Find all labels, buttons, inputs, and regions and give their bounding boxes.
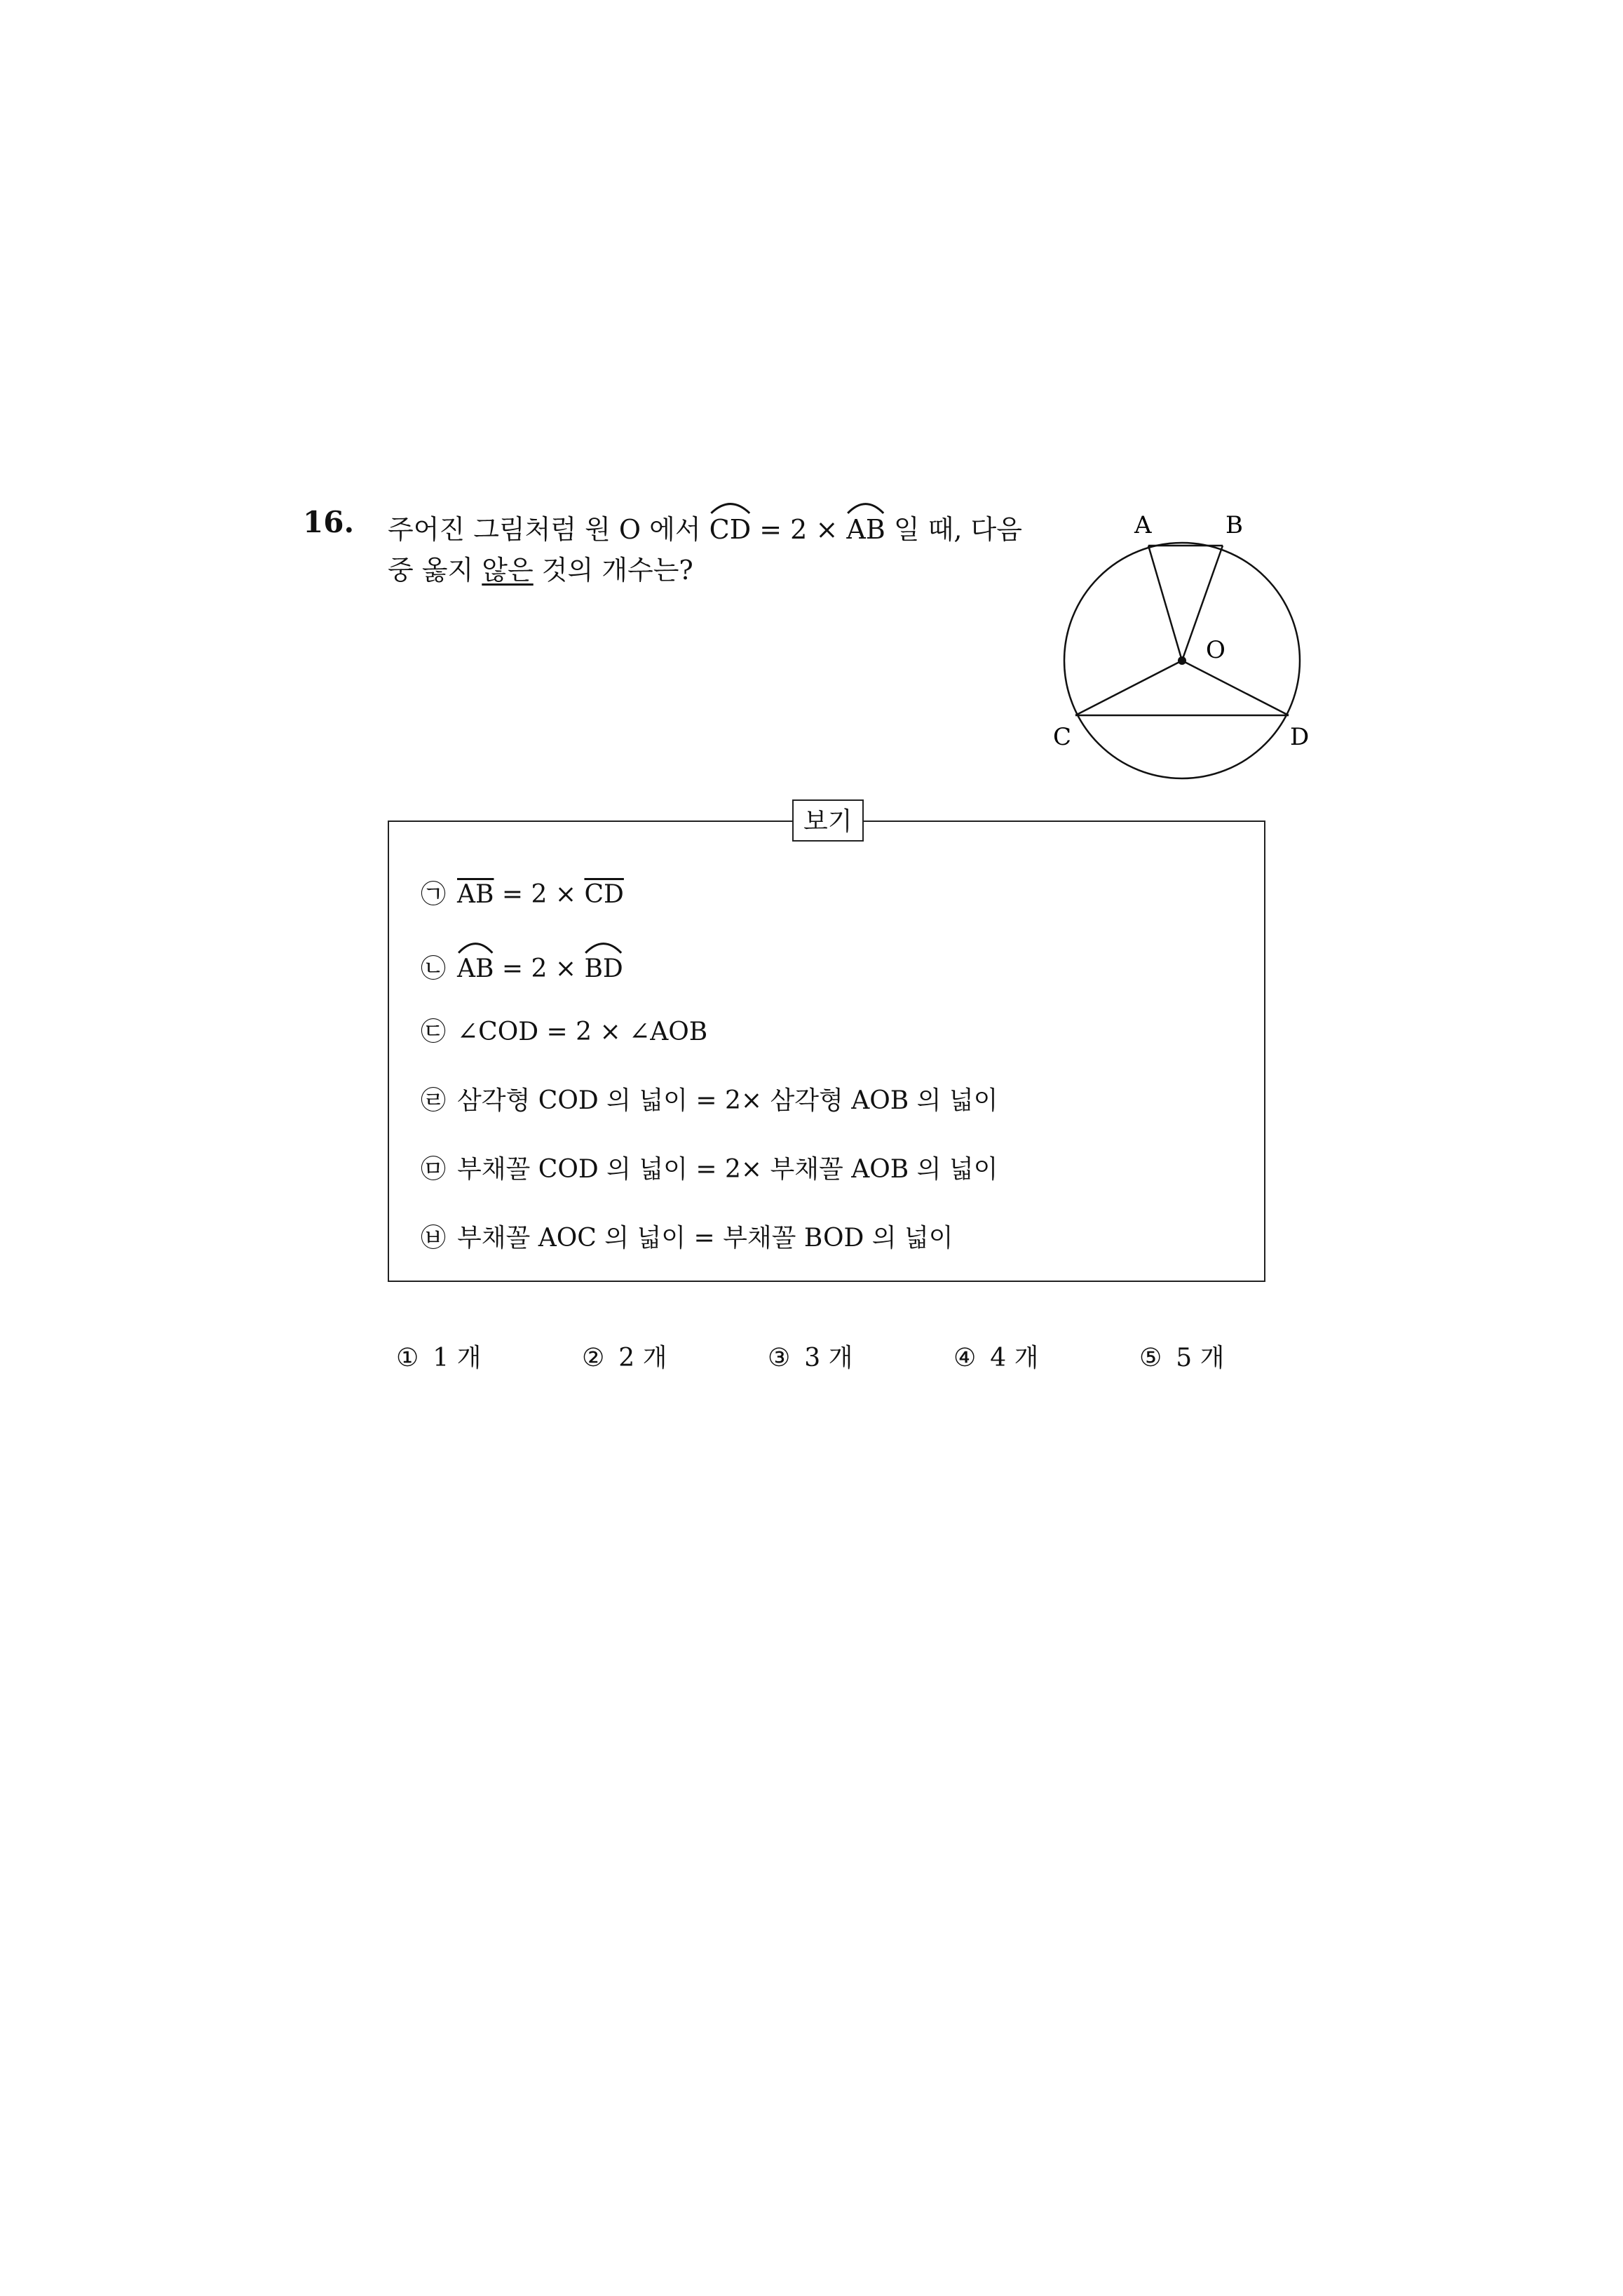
question-text-mid: = 2 × bbox=[751, 514, 847, 545]
statement-3 bbox=[421, 1015, 707, 1050]
choice-2[interactable] bbox=[582, 1341, 667, 1376]
statement-text: ∠COD = 2 × ∠AOB bbox=[457, 1018, 708, 1046]
choice-3[interactable] bbox=[768, 1341, 853, 1376]
statement-marker: ㉠ bbox=[421, 880, 447, 909]
label-c: C bbox=[1053, 723, 1072, 751]
choice-marker: ③ bbox=[768, 1344, 791, 1372]
statement-1: ㉠ $\overline{AB} = 2 \times \overline{CD}$ bbox=[421, 877, 624, 912]
statement-text: 부채꼴 COD 의 넓이 = 2× 부채꼴 AOB 의 넓이 bbox=[457, 1155, 998, 1184]
statement-marker: ㉣ bbox=[421, 1086, 447, 1115]
center-point bbox=[1178, 656, 1186, 665]
arc-cd: CD bbox=[709, 506, 752, 547]
arc-ab: AB bbox=[457, 946, 494, 987]
label-d: D bbox=[1290, 723, 1310, 751]
question-text-line-2: 중 옳지 않은 것의 개수는? bbox=[388, 555, 693, 586]
choice-marker: ① bbox=[396, 1344, 419, 1372]
question-number: 16. bbox=[303, 505, 355, 539]
statement-text: 부채꼴 AOC 의 넓이 = 부채꼴 BOD 의 넓이 bbox=[457, 1224, 953, 1252]
choice-4[interactable] bbox=[953, 1341, 1038, 1376]
choice-marker: ② bbox=[582, 1344, 605, 1372]
question-text-line-1 bbox=[388, 506, 1022, 547]
choice-label: 4 개 bbox=[990, 1344, 1039, 1372]
arc-ab: AB bbox=[846, 506, 885, 547]
question-text-prefix: 주어진 그림처럼 원 O 에서 bbox=[388, 514, 709, 545]
choice-label: 3 개 bbox=[804, 1344, 853, 1372]
statement-marker: ㉤ bbox=[421, 1155, 447, 1184]
radius-oa bbox=[1148, 546, 1182, 661]
radius-oc bbox=[1075, 661, 1182, 715]
underlined-word: 않은 bbox=[482, 555, 534, 586]
choice-label: 2 개 bbox=[618, 1344, 667, 1372]
circle-figure bbox=[1038, 505, 1332, 785]
statement-marker: ㉢ bbox=[421, 1018, 447, 1046]
label-a: A bbox=[1134, 511, 1152, 539]
choice-1[interactable] bbox=[396, 1341, 481, 1376]
choice-5[interactable] bbox=[1139, 1341, 1224, 1376]
statement-marker: ㉥ bbox=[421, 1224, 447, 1252]
example-box-title: 보기 bbox=[792, 799, 864, 842]
choice-marker: ④ bbox=[953, 1344, 977, 1372]
segment-cd: $\overline{CD}$ bbox=[584, 880, 624, 909]
choice-label: 1 개 bbox=[433, 1344, 482, 1372]
radius-od bbox=[1182, 661, 1289, 715]
statement-6 bbox=[421, 1221, 953, 1256]
question-text-suffix: 일 때, 다음 bbox=[885, 514, 1022, 545]
statement-2: ㉡ AB = 2 × BD bbox=[421, 946, 623, 987]
segment-ab: $\overline{AB}$ bbox=[457, 880, 494, 909]
statement-marker: ㉡ bbox=[421, 954, 447, 983]
choice-marker: ⑤ bbox=[1139, 1344, 1162, 1372]
statement-5 bbox=[421, 1152, 998, 1187]
choice-label: 5 개 bbox=[1176, 1344, 1225, 1372]
statement-4 bbox=[421, 1083, 998, 1119]
statement-text: 삼각형 COD 의 넓이 = 2× 삼각형 AOB 의 넓이 bbox=[457, 1086, 998, 1115]
label-b: B bbox=[1225, 511, 1243, 539]
arc-bd: BD bbox=[584, 946, 623, 987]
label-o: O bbox=[1206, 636, 1225, 664]
